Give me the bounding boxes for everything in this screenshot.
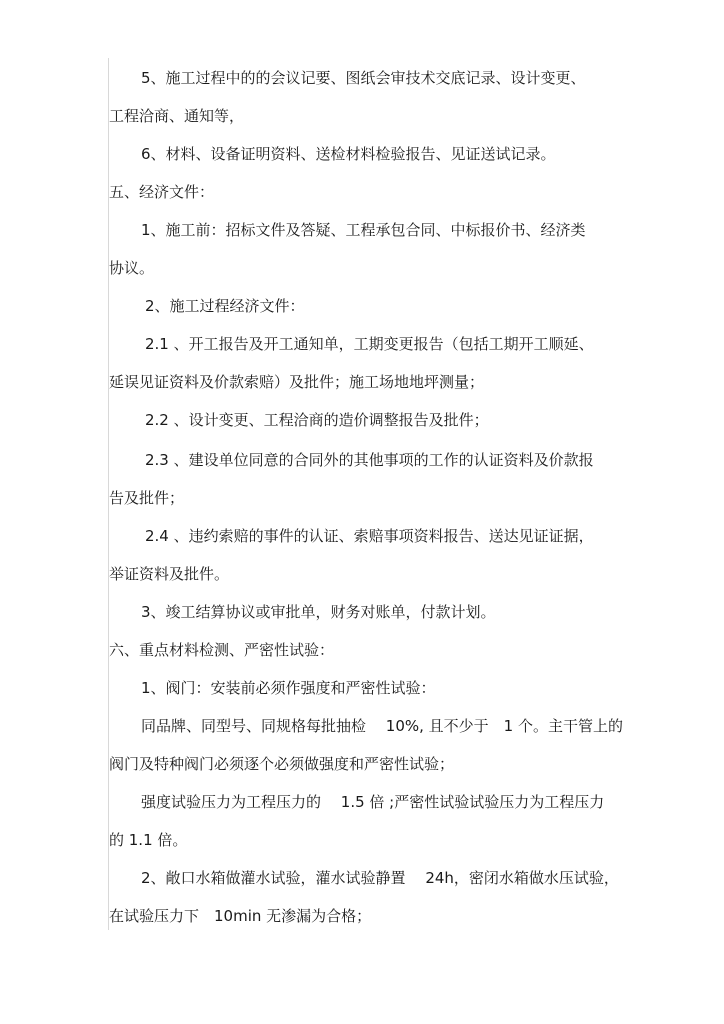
- text-line-3: 6、材料、设备证明资料、送检材料检验报告、见证送试记录。: [141, 145, 556, 163]
- text-line-2: 工程洽商、通知等，: [109, 107, 245, 125]
- text-line-18: 同品牌、同型号、同规格每批抽检 10%, 且不少于 1 个。主干管上的: [141, 717, 623, 735]
- text-line-9: 延误见证资料及价款索赔）及批件；施工场地地坪测量；: [109, 373, 485, 391]
- text-line-20: 强度试验压力为工程压力的 1.5 倍 ;严密性试验试验压力为工程压力: [141, 793, 605, 811]
- text-line-13: 2.4 、违约索赔的事件的认证、索赔事项资料报告、送达见证证据，: [145, 527, 594, 545]
- text-line-23: 在试验压力下 10min 无渗漏为合格；: [109, 907, 372, 925]
- section-heading-economic: 五、经济文件：: [109, 183, 215, 201]
- text-line-21: 的 1.1 倍。: [109, 831, 188, 849]
- text-line-14: 举证资料及批件。: [109, 565, 230, 583]
- text-line-15: 3、竣工结算协议或审批单，财务对账单，付款计划。: [141, 603, 496, 621]
- text-line-10: 2.2 、设计变更、工程洽商的造价调整报告及批件；: [145, 411, 489, 429]
- text-line-19: 阀门及特种阀门必须逐个必须做强度和严密性试验；: [109, 755, 455, 773]
- text-line-1: 5、施工过程中的的会议记要、图纸会审技术交底记录、设计变更、: [141, 69, 586, 87]
- section-heading-testing: 六、重点材料检测、严密性试验：: [109, 641, 335, 659]
- text-line-7: 2、施工过程经济文件：: [145, 297, 305, 315]
- text-line-12: 告及批件；: [109, 489, 185, 507]
- text-line-8: 2.1 、开工报告及开工通知单，工期变更报告（包括工期开工顺延、: [145, 335, 594, 353]
- text-line-22: 2、敞口水箱做灌水试验，灌水试验静置 24h，密闭水箱做水压试验，: [141, 869, 619, 887]
- text-line-5: 1、施工前：招标文件及答疑、工程承包合同、中标报价书、经济类: [141, 221, 586, 239]
- text-line-17: 1、阀门：安装前必须作强度和严密性试验：: [141, 679, 436, 697]
- text-line-11: 2.3 、建设单位同意的合同外的其他事项的工作的认证资料及价款报: [145, 451, 594, 469]
- text-line-6: 协议。: [109, 259, 155, 277]
